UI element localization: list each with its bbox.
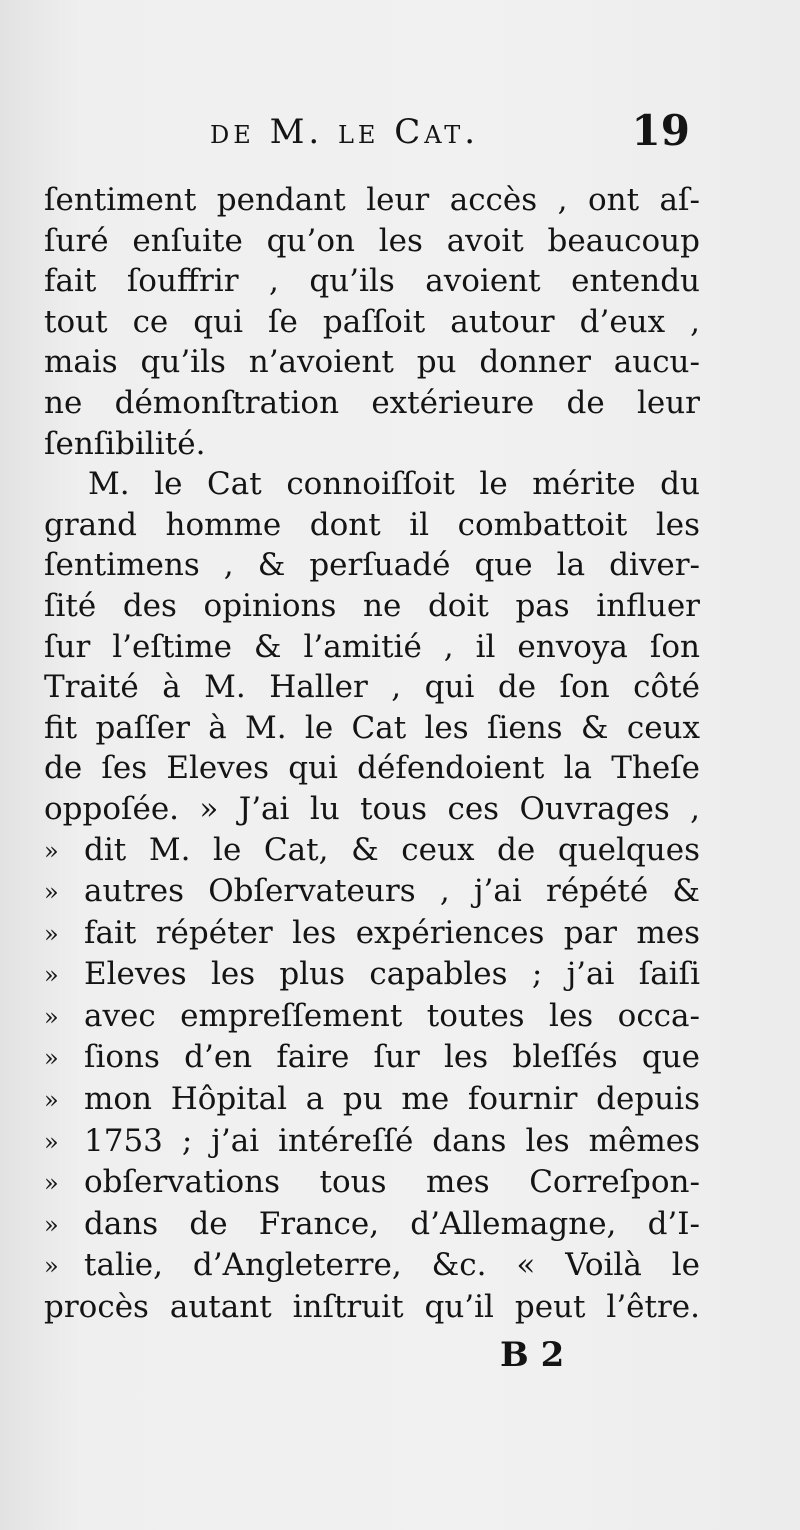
text-line: fit paſſer à M. le Cat les ſiens & ceux bbox=[44, 709, 700, 746]
body-text bbox=[44, 180, 700, 1328]
quote-mark: » bbox=[44, 1210, 59, 1239]
text-line: ſuré enſuite qu’on les avoit beaucoup bbox=[44, 222, 700, 259]
quoted-line bbox=[44, 871, 700, 913]
text-line: Traité à M. Haller , qui de ſon côté bbox=[44, 669, 700, 706]
text-line: M. le Cat connoiſſoit le mérite du bbox=[88, 466, 700, 503]
text-line: ſentimens , & perſuadé que la diver- bbox=[44, 547, 700, 584]
text-line: mon Hôpital a pu me fournir depuis bbox=[84, 1081, 700, 1118]
text-line: avec empreſſement toutes les occa- bbox=[84, 997, 700, 1034]
quote-mark: » bbox=[44, 961, 59, 990]
text-line: autres Obſervateurs , j’ai répété & bbox=[84, 873, 700, 910]
quote-mark: » bbox=[44, 1169, 59, 1198]
quoted-line bbox=[44, 1245, 700, 1287]
text-line: oppoſée. » J’ai lu tous ces Ouvrages , bbox=[44, 790, 700, 827]
text-line: fait répéter les expériences par mes bbox=[84, 914, 700, 951]
text-line: ne démonſtration extérieure de leur bbox=[44, 384, 700, 421]
running-title: de M. le Cat. bbox=[210, 112, 480, 152]
quote-mark: » bbox=[44, 919, 59, 948]
quoted-line bbox=[44, 954, 700, 996]
text-line: 1753 ; j’ai intéreſſé dans les mêmes bbox=[84, 1122, 700, 1159]
text-line: dit M. le Cat, & ceux de quelques bbox=[84, 831, 700, 868]
quoted-line bbox=[44, 1079, 700, 1121]
quoted-line bbox=[44, 1162, 700, 1204]
quote-mark: » bbox=[44, 1044, 59, 1073]
text-line: grand homme dont il combattoit les bbox=[44, 506, 700, 543]
quoted-line bbox=[44, 1037, 700, 1079]
text-line: obſervations tous mes Correſpon- bbox=[84, 1164, 700, 1201]
text-line: ſentiment pendant leur accès , ont aſ- bbox=[44, 182, 700, 218]
page-header bbox=[210, 106, 690, 158]
quote-mark: » bbox=[44, 1252, 59, 1281]
quoted-line bbox=[44, 913, 700, 955]
text-line: procès autant inſtruit qu’il peut l’être. bbox=[44, 1289, 700, 1326]
text-line: tout ce qui ſe paſſoit autour d’eux , bbox=[44, 303, 700, 340]
signature-mark: B 2 bbox=[500, 1335, 565, 1375]
quote-mark: » bbox=[44, 836, 59, 865]
text-line: mais qu’ils n’avoient pu donner aucu- bbox=[44, 344, 700, 381]
quote-mark: » bbox=[44, 1127, 59, 1156]
quoted-line bbox=[44, 996, 700, 1038]
text-line: ſur l’eſtime & l’amitié , il envoya ſon bbox=[44, 628, 700, 665]
quoted-line bbox=[44, 1121, 700, 1163]
quote-mark: » bbox=[44, 1086, 59, 1115]
text-line: dans de France, d’Allemagne, d’I- bbox=[84, 1205, 700, 1242]
text-line: ſité des opinions ne doit pas influer bbox=[44, 587, 700, 624]
quoted-line bbox=[44, 1204, 700, 1246]
text-line: de ſes Eleves qui défendoient la Theſe bbox=[44, 750, 700, 787]
text-line: talie, d’Angleterre, &c. « Voilà le bbox=[84, 1247, 700, 1284]
quote-mark: » bbox=[44, 1002, 59, 1031]
text-line: ſions d’en faire ſur les bleſſés que bbox=[84, 1039, 700, 1076]
text-line: Eleves les plus capables ; j’ai ſaiſi bbox=[84, 956, 700, 993]
quote-mark: » bbox=[44, 878, 59, 907]
quoted-line bbox=[44, 830, 700, 872]
text-line: ſenſibilité. bbox=[44, 425, 206, 462]
text-line: fait ſouffrir , qu’ils avoient entendu bbox=[44, 263, 700, 300]
page-number: 19 bbox=[631, 106, 690, 155]
